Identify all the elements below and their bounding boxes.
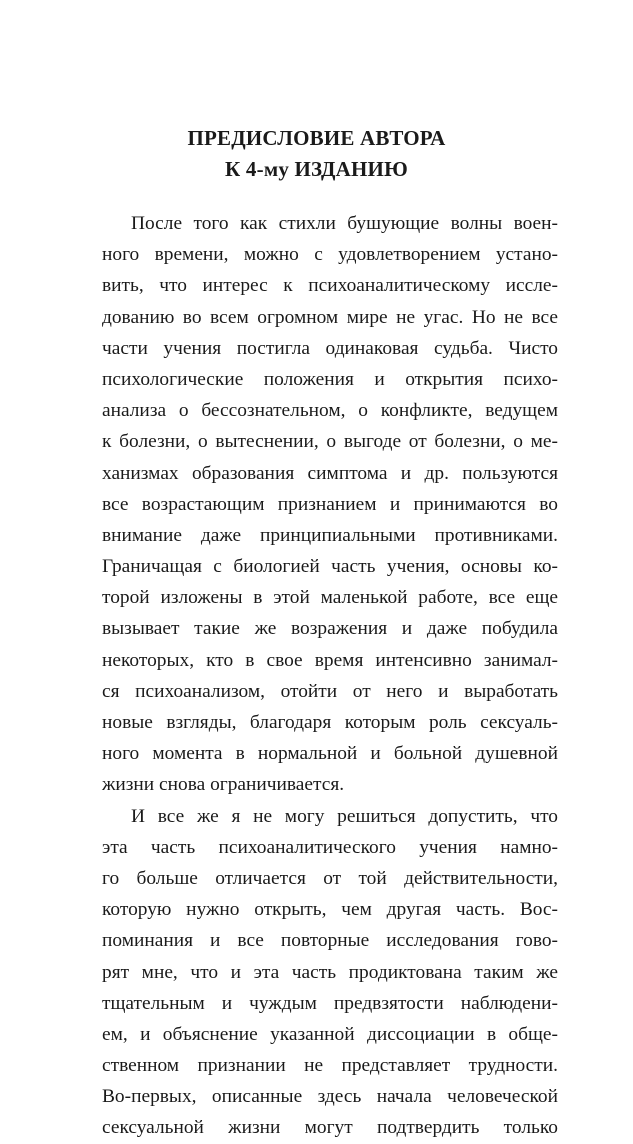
text-line: дованию во всем огромном мире не угас. Но не все [102,306,558,328]
text-line: вить, что интерес к психоаналитическому иссле- [102,275,558,297]
text-line: Граничащая с биологией часть учения, основы ко- [102,556,558,578]
body-text [102,208,558,1144]
title-line-1: ПРЕДИСЛОВИЕ АВТОРА [187,126,446,150]
text-line: ем, и объяснение указанной диссоциации в обще- [102,1023,558,1045]
text-line: все возрастающим признанием и принимаются во [102,493,558,515]
text-line: ственном признании не представляет трудности. [102,1055,558,1077]
text-line: ханизмах образования симптома и др. пользуются [102,462,558,484]
text-line: к болезни, о вытеснении, о выгоде от болезни, о ме- [102,431,558,453]
text-line: вызывает такие же возражения и даже побудила [102,618,558,640]
text-line: поминания и все повторные исследования гово- [102,930,558,952]
text-line: ного момента в нормальной и больной душевной [102,743,558,765]
text-line: психологические положения и открытия психо- [102,368,558,390]
text-line: жизни снова ограничивается. [102,774,345,796]
text-line: эта часть психоаналитического учения намно- [102,836,558,858]
text-line: некоторых, кто в свое время интенсивно занимал- [102,649,558,671]
text-line: После того как стихли бушующие волны воен- [131,213,558,234]
text-line: анализа о бессознательном, о конфликте, ведущем [102,400,558,422]
text-line: сексуальной жизни могут подтвердить только [102,1117,558,1139]
title-line-2: К 4-му ИЗДАНИЮ [225,157,408,181]
text-line: Во-первых, описанные здесь начала человеческой [102,1086,558,1108]
text-line: новые взгляды, благодаря которым роль сексуаль- [102,712,558,733]
text-line: рят мне, что и эта часть продиктована таким же [102,961,558,983]
text-line: которую нужно открыть, чем другая часть. Вос- [102,899,558,921]
text-line: торой изложены в этой маленькой работе, все еще [102,587,558,609]
text-line: ного времени, можно с удовлетворением устано- [102,244,558,266]
text-line: ся психоанализом, отойти от него и выработать [102,680,558,702]
text-line: го больше отличается от той действительности, [102,867,558,889]
text-line: внимание даже принципиальными противниками. [102,524,558,546]
text-line: части учения постигла одинаковая судьба. Чисто [102,337,558,359]
text-line: тщательным и чуждым предвзятости наблюдени- [102,992,558,1014]
text-line: И все же я не могу решиться допустить, что [131,805,558,827]
chapter-title [0,123,633,185]
